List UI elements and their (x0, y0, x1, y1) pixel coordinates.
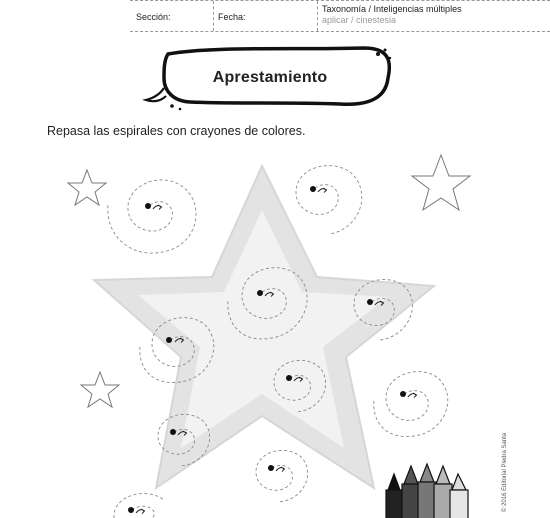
crayons (386, 464, 468, 518)
crayon-icon (450, 474, 468, 518)
instruction-text: Repasa las espirales con crayones de colores. (47, 124, 306, 138)
spiral-2 (296, 166, 362, 234)
seccion-label: Sección: (136, 12, 171, 22)
seccion-cell[interactable] (130, 1, 214, 31)
star-outline-top-left (68, 170, 106, 205)
crayon-icon (418, 464, 436, 518)
spiral-1 (108, 180, 196, 253)
crayon-icon (402, 466, 420, 518)
header-table (130, 0, 550, 32)
taxonomia-sub-label: aplicar / cinestesia (322, 15, 397, 25)
spiral-7 (374, 372, 448, 437)
spiral-artwork (0, 140, 550, 518)
star-outline-top-right (412, 155, 470, 210)
copyright-text: © 2016 Editorial Piedra Santa (502, 432, 508, 512)
taxonomia-label: Taxonomía / Inteligencias múltiples (322, 4, 462, 14)
taxonomia-cell (318, 1, 550, 31)
spiral-10 (114, 494, 164, 518)
crayon-icon (434, 466, 452, 518)
page-title: Aprestamiento (212, 69, 328, 86)
star-outline-bottom-left (81, 372, 119, 407)
crayon-icon (386, 474, 402, 518)
fecha-label: Fecha: (218, 12, 246, 22)
fecha-cell[interactable] (214, 1, 318, 31)
spiral-9 (256, 450, 308, 502)
